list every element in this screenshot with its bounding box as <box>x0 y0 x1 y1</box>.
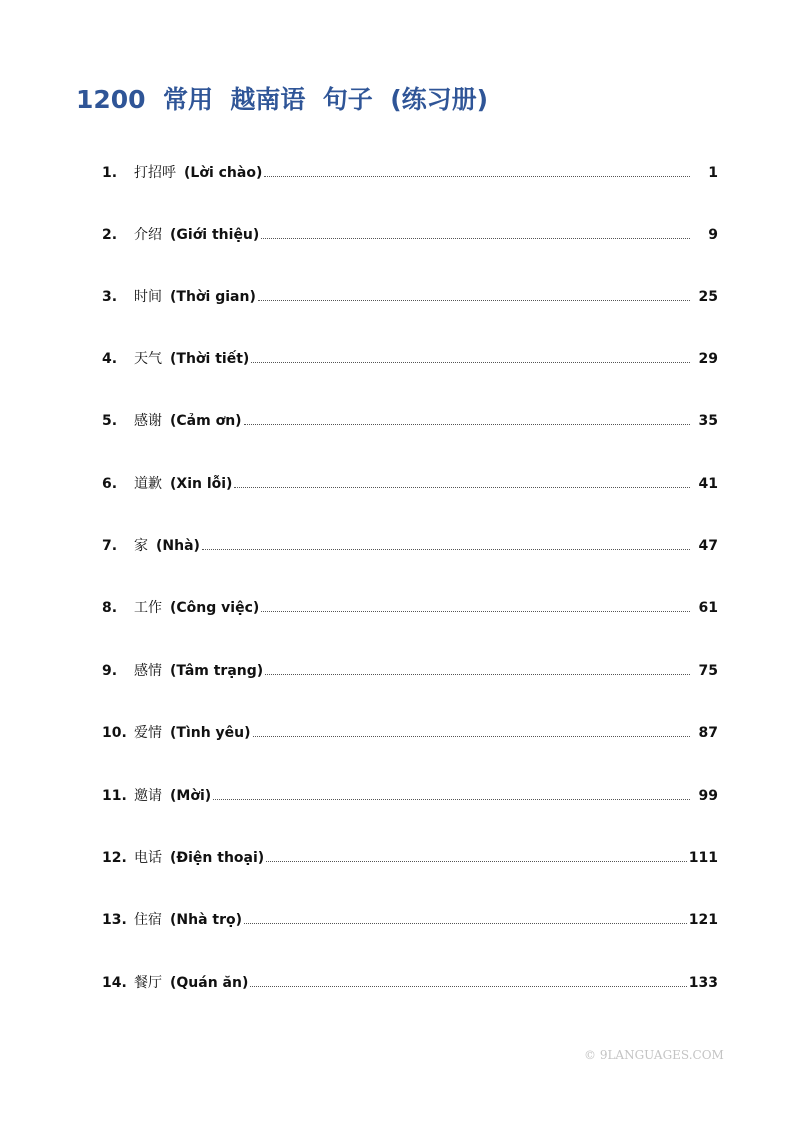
entry-page-number: 133 <box>688 975 718 991</box>
entry-page-number: 61 <box>698 600 718 616</box>
entry-chinese-title: 时间 <box>134 289 162 305</box>
entry-chinese-title: 餐厅 <box>134 975 162 991</box>
entry-vietnamese-title: (Thời gian) <box>170 289 256 305</box>
entry-number: 14. <box>102 975 127 991</box>
entry-chinese-title: 电话 <box>134 850 162 866</box>
dot-leader <box>251 348 690 363</box>
entry-chinese-title: 打招呼 <box>134 165 176 181</box>
entry-page-number: 29 <box>698 351 718 367</box>
entry-vietnamese-title: (Lời chào) <box>184 165 263 181</box>
entry-number: 4. <box>102 351 118 367</box>
entry-vietnamese-title: (Tâm trạng) <box>170 663 264 679</box>
entry-number: 1. <box>102 165 118 181</box>
entry-vietnamese-title: (Điện thoại) <box>170 850 265 866</box>
entry-chinese-title: 感谢 <box>134 413 162 429</box>
entry-vietnamese-title: (Quán ăn) <box>170 975 249 991</box>
dot-leader <box>265 660 690 675</box>
toc-entry[interactable] <box>102 286 718 308</box>
dot-leader <box>234 473 690 488</box>
toc-entry[interactable] <box>102 224 718 246</box>
entry-number: 10. <box>102 725 127 741</box>
entry-vietnamese-title: (Xin lỗi) <box>170 476 233 492</box>
entry-chinese-title: 天气 <box>134 351 162 367</box>
dot-leader <box>202 535 690 550</box>
dot-leader <box>261 224 690 239</box>
toc-entry[interactable] <box>102 785 718 807</box>
entry-vietnamese-title: (Nhà) <box>156 538 200 554</box>
entry-vietnamese-title: (Công việc) <box>170 600 260 616</box>
entry-number: 2. <box>102 227 118 243</box>
watermark: © 9LANGUAGES.COM <box>584 1048 724 1062</box>
entry-page-number: 111 <box>688 850 718 866</box>
entry-number: 8. <box>102 600 118 616</box>
entry-page-number: 1 <box>708 165 718 181</box>
entry-vietnamese-title: (Mời) <box>170 788 212 804</box>
toc-entry[interactable] <box>102 847 718 869</box>
dot-leader <box>244 909 687 924</box>
toc-entry[interactable] <box>102 410 718 432</box>
entry-page-number: 41 <box>698 476 718 492</box>
entry-number: 3. <box>102 289 118 305</box>
dot-leader <box>250 972 686 987</box>
toc-entry[interactable] <box>102 722 718 744</box>
entry-number: 11. <box>102 788 127 804</box>
dot-leader <box>266 847 687 862</box>
entry-number: 12. <box>102 850 127 866</box>
entry-page-number: 25 <box>698 289 718 305</box>
entry-chinese-title: 爱情 <box>134 725 162 741</box>
dot-leader <box>213 785 690 800</box>
entry-number: 9. <box>102 663 118 679</box>
toc-entry[interactable] <box>102 162 718 184</box>
toc-entry[interactable] <box>102 909 718 931</box>
entry-number: 7. <box>102 538 118 554</box>
toc-entry[interactable] <box>102 660 718 682</box>
entry-chinese-title: 工作 <box>134 600 162 616</box>
entry-vietnamese-title: (Tình yêu) <box>170 725 251 741</box>
toc-entry[interactable] <box>102 597 718 619</box>
entry-page-number: 87 <box>698 725 718 741</box>
entry-vietnamese-title: (Cảm ơn) <box>170 413 242 429</box>
entry-page-number: 121 <box>688 912 718 928</box>
entry-chinese-title: 道歉 <box>134 476 162 492</box>
entry-number: 5. <box>102 413 118 429</box>
entry-number: 13. <box>102 912 127 928</box>
entry-chinese-title: 住宿 <box>134 912 162 928</box>
entry-vietnamese-title: (Thời tiết) <box>170 351 250 367</box>
dot-leader <box>261 597 690 612</box>
dot-leader <box>264 162 690 177</box>
toc-entry[interactable] <box>102 535 718 557</box>
entry-vietnamese-title: (Giới thiệu) <box>170 227 260 243</box>
entry-page-number: 75 <box>698 663 718 679</box>
entry-vietnamese-title: (Nhà trọ) <box>170 912 243 928</box>
entry-number: 6. <box>102 476 118 492</box>
entry-page-number: 99 <box>698 788 718 804</box>
page-title: 1200 常用 越南语 句子 (练习册) <box>76 85 489 114</box>
dot-leader <box>258 286 690 301</box>
toc-entry[interactable] <box>102 348 718 370</box>
entry-chinese-title: 感情 <box>134 663 162 679</box>
toc-entry[interactable] <box>102 473 718 495</box>
toc-entry[interactable] <box>102 972 718 994</box>
dot-leader <box>253 722 690 737</box>
entry-chinese-title: 家 <box>134 538 148 554</box>
entry-chinese-title: 邀请 <box>134 788 162 804</box>
entry-page-number: 47 <box>698 538 718 554</box>
dot-leader <box>244 410 690 425</box>
entry-page-number: 9 <box>708 227 718 243</box>
entry-chinese-title: 介绍 <box>134 227 162 243</box>
entry-page-number: 35 <box>698 413 718 429</box>
